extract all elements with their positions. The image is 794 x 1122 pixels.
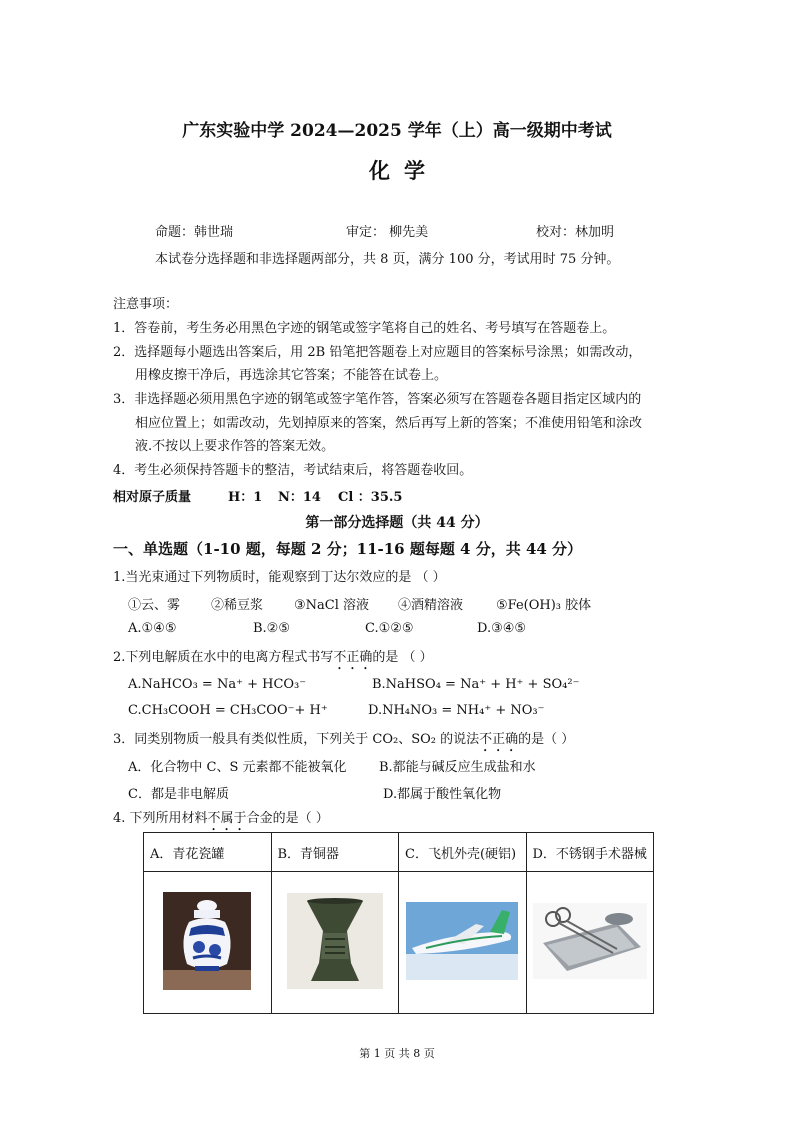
q4-stem-b: 合金的是（ ） [246,811,329,826]
atomic-mass-cl: Cl ：35.5 [338,490,403,505]
q3-stem-emphasis: 不正确 [479,732,519,747]
proofreader-credit: 校对：林加明 [536,225,615,240]
q3-option-c: C．都是非电解质 [128,787,229,802]
q1-item: ⑤Fe(OH)₃ 胶体 [496,598,592,613]
q3-option-a: A．化合物中 C、S 元素都不能被氧化 [128,760,347,775]
airplane-icon [406,902,518,980]
q2-stem-b: 的是 （ ） [372,650,433,665]
part1-heading: 第一部分选择题（共 44 分） [305,515,489,531]
materials-col-a: A．青花瓷罐 [144,833,272,872]
reviewer-credit: 审定： 柳先美 [346,225,429,240]
materials-picture-row [144,872,654,1014]
setter-credit: 命题：韩世瑞 [155,225,234,240]
q2-stem [113,646,433,673]
q2-option-d: D.NH₄NO₃ = NH₄⁺ + NO₃⁻ [368,703,545,718]
bronze-vessel-icon [287,893,383,989]
subject-title: 化学 [369,158,439,183]
q3-stem-a: 3．同类别物质一般具有类似性质，下列关于 CO₂、SO₂ 的说法 [113,732,480,747]
q1-option-a: A.①④⑤ [128,621,177,636]
notice-heading: 注意事项： [113,297,179,312]
section1-heading: 一、单选题（1-10 题，每题 2 分；11-16 题每题 4 分，共 44 分） [113,540,583,558]
q1-item: ②稀豆浆 [211,598,264,613]
page-footer: 第 1 页 共 8 页 [359,1047,435,1060]
atomic-mass-h: H：1 [228,490,263,505]
materials-col-c: C．飞机外壳(硬铝) [399,833,527,872]
q2-option-a: A.NaHCO₃ = Na⁺ + HCO₃⁻ [128,677,307,692]
q1-option-d: D.③④⑤ [477,621,527,636]
notice-item: 4．考生必须保持答题卡的整洁，考试结束后，将答题卷收回。 [113,463,473,478]
materials-col-b: B．青铜器 [271,833,399,872]
q2-option-c: C.CH₃COOH = CH₃COO⁻+ H⁺ [128,703,328,718]
notice-item: 2．选择题每小题选出答案后，用 2B 铅笔把答题卷上对应题目的答案标号涂黑；如需改动， [113,345,642,360]
materials-pic-cell-d [526,872,654,1014]
q4-stem-a: 4. 下列所用材料 [113,811,208,826]
notice-item-cont: 液.不按以上要求作答的答案无效。 [135,439,335,454]
exam-intro: 本试卷分选择题和非选择题两部分，共 8 页，满分 100 分，考试用时 75 分钟。 [155,252,620,267]
q1-stem: 1.当光束通过下列物质时，能观察到丁达尔效应的是 （ ） [113,570,446,585]
notice-item: 3．非选择题必须用黑色字迹的钢笔或签字笔作答，答案必须写在答题卷各题目指定区域内的 [113,392,642,407]
atomic-mass-label: 相对原子质量 [113,490,192,505]
notice-item-cont: 相应位置上；如需改动，先划掉原来的答案，然后再写上新的答案；不准使用铅笔和涂改 [135,416,643,431]
blue-white-porcelain-jar-icon [163,892,251,990]
surgical-instruments-icon [533,903,647,979]
q1-option-b: B.②⑤ [253,621,290,636]
materials-table [143,832,654,1014]
q2-option-b: B.NaHSO₄ = Na⁺ + H⁺ + SO₄²⁻ [372,677,580,692]
q1-item: ④酒精溶液 [398,598,464,613]
q2-stem-emphasis: 不正确 [333,650,373,665]
q4-stem [113,807,329,834]
notice-item: 1．答卷前，考生务必用黑色字迹的钢笔或签字笔将自己的姓名、考号填写在答题卷上。 [113,321,616,336]
exam-title: 广东实验中学 2024—2025 学年（上）高一级期中考试 [182,121,612,141]
materials-header-row [144,833,654,872]
q3-stem [113,728,574,755]
q3-option-b: B.都能与碱反应生成盐和水 [379,760,536,775]
materials-pic-cell-c [399,872,527,1014]
notice-item-cont: 用橡皮擦干净后，再选涂其它答案；不能答在试卷上。 [135,368,448,383]
atomic-mass-n: N：14 [278,490,321,505]
q1-item: ①云、雾 [128,598,181,613]
materials-col-d: D．不锈钢手术器械 [526,833,654,872]
q1-item: ③NaCl 溶液 [294,598,370,613]
materials-pic-cell-b [271,872,399,1014]
q2-stem-a: 2.下列电解质在水中的电离方程式书写 [113,650,334,665]
q3-stem-b: 的是（ ） [518,732,575,747]
q3-option-d: D.都属于酸性氧化物 [383,787,502,802]
q1-option-c: C.①②⑤ [365,621,414,636]
materials-pic-cell-a [144,872,272,1014]
q4-stem-emphasis: 不属于 [207,811,247,826]
